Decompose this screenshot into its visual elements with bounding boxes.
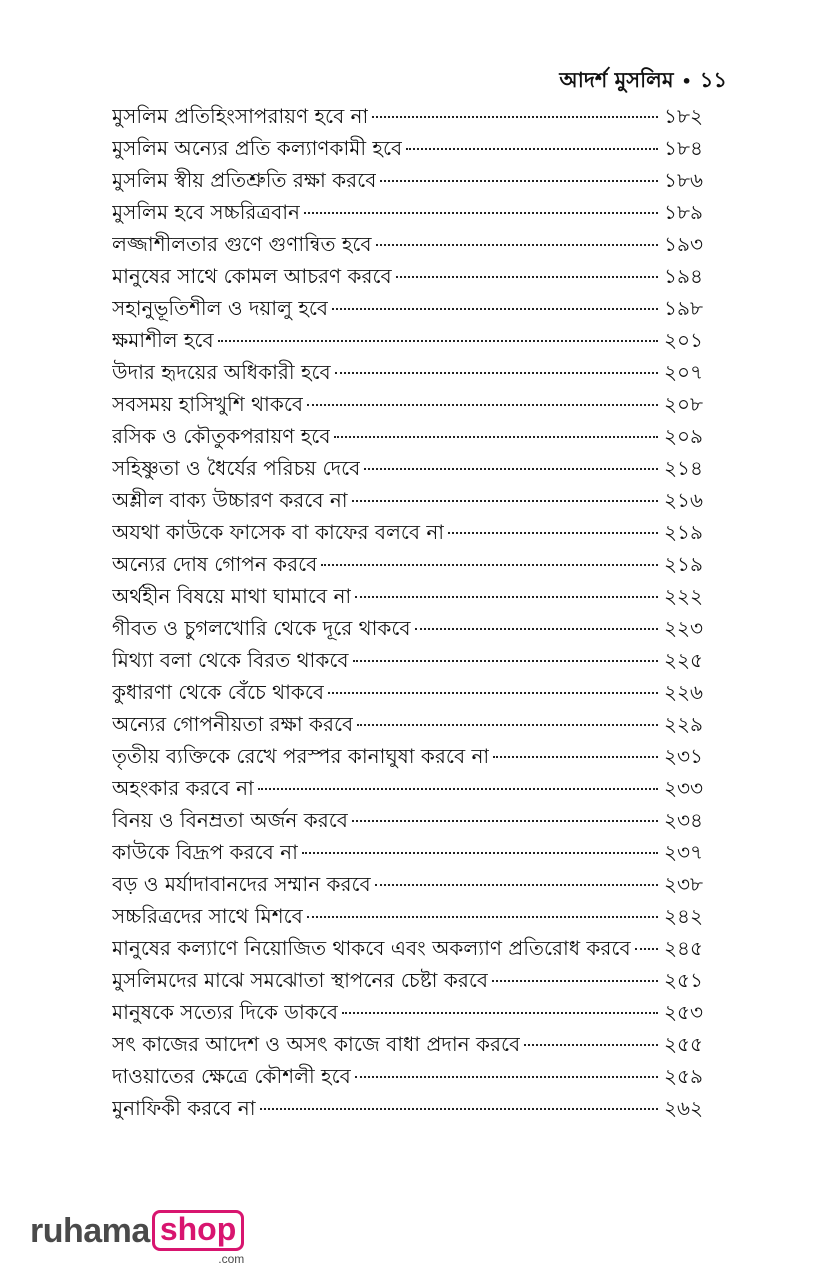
toc-entry-title: সচ্চরিত্রদের সাথে মিশবে bbox=[112, 904, 303, 928]
toc-entry-page: ২১৪ bbox=[664, 456, 703, 480]
dot-leader bbox=[307, 404, 658, 406]
dot-leader bbox=[372, 116, 658, 118]
toc-entry-title: অর্থহীন বিষয়ে মাথা ঘামাবে না bbox=[112, 584, 352, 608]
toc-entry-title: রসিক ও কৌতুকপরায়ণ হবে bbox=[112, 424, 331, 448]
dot-leader bbox=[332, 308, 658, 310]
dot-leader bbox=[524, 1044, 658, 1046]
toc-entry-title: মুসলিম স্বীয় প্রতিশ্রুতি রক্ষা করবে bbox=[112, 168, 377, 192]
toc-entry-page: ২২৬ bbox=[664, 680, 704, 704]
toc-entry-title: মুসলিম হবে সচ্চরিত্রবান bbox=[112, 200, 300, 224]
table-of-contents bbox=[112, 100, 712, 1124]
toc-entry-page: ২০৯ bbox=[664, 424, 703, 448]
toc-entry-title: মুসলিমদের মাঝে সমঝোতা স্থাপনের চেষ্টা করবে bbox=[112, 968, 489, 992]
toc-entry-page: ২৫৯ bbox=[664, 1064, 703, 1088]
logo-text-com: .com bbox=[218, 1252, 245, 1266]
toc-entry bbox=[112, 868, 712, 900]
toc-entry-page: ২৫৩ bbox=[664, 1000, 703, 1024]
dot-leader bbox=[355, 1076, 658, 1078]
toc-entry-page: ২৩১ bbox=[664, 744, 703, 768]
toc-entry-page: ২৩৪ bbox=[664, 808, 703, 832]
toc-entry bbox=[112, 356, 712, 388]
toc-entry bbox=[112, 996, 712, 1028]
dot-leader bbox=[352, 500, 658, 502]
dot-leader bbox=[335, 372, 658, 374]
toc-entry bbox=[112, 612, 712, 644]
book-title: আদর্শ মুসলিম bbox=[559, 68, 674, 92]
toc-entry bbox=[112, 260, 712, 292]
dot-leader bbox=[218, 340, 658, 342]
dot-leader bbox=[635, 948, 658, 950]
dot-leader bbox=[415, 628, 658, 630]
toc-entry-page: ২৪৫ bbox=[664, 936, 703, 960]
dot-leader bbox=[355, 596, 658, 598]
toc-entry bbox=[112, 548, 712, 580]
toc-entry-title: অশ্লীল বাক্য উচ্চারণ করবে না bbox=[112, 488, 348, 512]
toc-entry-title: মুনাফিকী করবে না bbox=[112, 1096, 256, 1120]
toc-entry-title: সহানুভূতিশীল ও দয়ালু হবে bbox=[112, 296, 329, 320]
toc-entry-title: মানুষের কল্যাণে নিয়োজিত থাকবে এবং অকল্যাণ প্রতিরোধ করবে bbox=[112, 936, 631, 960]
toc-entry-title: কুধারণা থেকে বেঁচে থাকবে bbox=[112, 680, 325, 704]
toc-entry-page: ২০৭ bbox=[664, 360, 704, 384]
dot-leader bbox=[342, 1012, 658, 1014]
toc-entry bbox=[112, 804, 712, 836]
bullet-icon: • bbox=[681, 72, 692, 91]
toc-entry-title: মানুষকে সত্যের দিকে ডাকবে bbox=[112, 1000, 338, 1024]
toc-entry-page: ২০১ bbox=[664, 328, 703, 352]
toc-entry-title: সবসময় হাসিখুশি থাকবে bbox=[112, 392, 303, 416]
toc-entry-title: অযথা কাউকে ফাসেক বা কাফের বলবে না bbox=[112, 520, 445, 544]
dot-leader bbox=[260, 1108, 658, 1110]
toc-entry-title: সহিষ্ণুতা ও ধৈর্যের পরিচয় দেবে bbox=[112, 456, 361, 480]
toc-entry-page: ২৩৭ bbox=[664, 840, 704, 864]
toc-entry-title: অন্যের গোপনীয়তা রক্ষা করবে bbox=[112, 712, 354, 736]
toc-entry-title: তৃতীয় ব্যক্তিকে রেখে পরস্পর কানাঘুষা করবে না bbox=[112, 744, 490, 768]
logo-shop-group bbox=[152, 1210, 244, 1265]
toc-entry-page: ১৮২ bbox=[664, 104, 703, 128]
dot-leader bbox=[352, 820, 658, 822]
toc-entry-page: ২৫১ bbox=[664, 968, 703, 992]
running-head bbox=[559, 64, 727, 99]
toc-entry bbox=[112, 484, 712, 516]
toc-entry bbox=[112, 580, 712, 612]
dot-leader bbox=[364, 468, 658, 470]
toc-entry bbox=[112, 708, 712, 740]
dot-leader bbox=[334, 436, 658, 438]
toc-entry-page: ২৪২ bbox=[664, 904, 703, 928]
ruhamashop-logo bbox=[30, 1210, 244, 1265]
toc-entry-page: ১৯৩ bbox=[664, 232, 703, 256]
toc-entry bbox=[112, 196, 712, 228]
toc-entry-title: কাউকে বিদ্রূপ করবে না bbox=[112, 840, 298, 864]
toc-entry bbox=[112, 324, 712, 356]
toc-entry bbox=[112, 132, 712, 164]
toc-entry bbox=[112, 740, 712, 772]
toc-entry-title: দাওয়াতের ক্ষেত্রে কৌশলী হবে bbox=[112, 1064, 351, 1088]
dot-leader bbox=[304, 212, 658, 214]
toc-entry bbox=[112, 1092, 712, 1124]
dot-leader bbox=[493, 756, 658, 758]
toc-entry-title: মুসলিম প্রতিহিংসাপরায়ণ হবে না bbox=[112, 104, 369, 128]
dot-leader bbox=[302, 852, 658, 854]
toc-entry bbox=[112, 932, 712, 964]
toc-entry-title: উদার হৃদয়ের অধিকারী হবে bbox=[112, 360, 331, 384]
dot-leader bbox=[376, 244, 658, 246]
toc-entry bbox=[112, 836, 712, 868]
toc-entry-page: ১৮৯ bbox=[664, 200, 703, 224]
toc-entry-page: ২৬২ bbox=[664, 1096, 704, 1120]
toc-entry-title: মানুষের সাথে কোমল আচরণ করবে bbox=[112, 264, 392, 288]
toc-entry-page: ২৩৮ bbox=[664, 872, 703, 896]
dot-leader bbox=[448, 532, 658, 534]
toc-entry bbox=[112, 452, 712, 484]
toc-entry bbox=[112, 420, 712, 452]
toc-entry-page: ২২৯ bbox=[664, 712, 703, 736]
dot-leader bbox=[321, 564, 658, 566]
toc-entry bbox=[112, 516, 712, 548]
toc-entry bbox=[112, 644, 712, 676]
toc-entry-page: ২০৮ bbox=[664, 392, 703, 416]
toc-entry-title: বড় ও মর্যাদাবানদের সম্মান করবে bbox=[112, 872, 371, 896]
dot-leader bbox=[258, 788, 658, 790]
toc-entry-title: গীবত ও চুগলখোরি থেকে দূরে থাকবে bbox=[112, 616, 411, 640]
dot-leader bbox=[307, 916, 658, 918]
toc-entry bbox=[112, 900, 712, 932]
toc-entry-page: ১৯৪ bbox=[664, 264, 703, 288]
dot-leader bbox=[396, 276, 658, 278]
toc-entry-page: ২৫৫ bbox=[664, 1032, 703, 1056]
dot-leader bbox=[380, 180, 658, 182]
dot-leader bbox=[328, 692, 658, 694]
dot-leader bbox=[353, 660, 658, 662]
toc-entry bbox=[112, 164, 712, 196]
toc-entry bbox=[112, 964, 712, 996]
toc-entry-page: ২২৩ bbox=[664, 616, 704, 640]
toc-entry bbox=[112, 1060, 712, 1092]
toc-entry bbox=[112, 1028, 712, 1060]
toc-entry bbox=[112, 676, 712, 708]
logo-text-shop: shop bbox=[152, 1210, 244, 1251]
toc-entry-page: ২৩৩ bbox=[664, 776, 704, 800]
toc-entry-page: ১৮৬ bbox=[664, 168, 703, 192]
toc-entry bbox=[112, 100, 712, 132]
toc-entry-page: ১৮৪ bbox=[664, 136, 703, 160]
toc-entry-page: ২১৯ bbox=[664, 520, 703, 544]
toc-entry-title: অহংকার করবে না bbox=[112, 776, 254, 800]
toc-entry bbox=[112, 292, 712, 324]
dot-leader bbox=[492, 980, 658, 982]
toc-entry-page: ২২২ bbox=[664, 584, 704, 608]
dot-leader bbox=[357, 724, 658, 726]
toc-entry-title: বিনয় ও বিনম্রতা অর্জন করবে bbox=[112, 808, 348, 832]
toc-entry-page: ১৯৮ bbox=[664, 296, 703, 320]
toc-entry-page: ২১৬ bbox=[664, 488, 703, 512]
toc-entry-title: অন্যের দোষ গোপন করবে bbox=[112, 552, 318, 576]
toc-entry-page: ২১৯ bbox=[664, 552, 703, 576]
toc-entry bbox=[112, 772, 712, 804]
toc-entry-page: ২২৫ bbox=[664, 648, 703, 672]
logo-text-ruhama: ruhama bbox=[30, 1212, 150, 1250]
toc-entry-title: মুসলিম অন্যের প্রতি কল্যাণকামী হবে bbox=[112, 136, 403, 160]
toc-entry bbox=[112, 388, 712, 420]
page-number: ১১ bbox=[699, 68, 727, 92]
toc-entry-title: সৎ কাজের আদেশ ও অসৎ কাজে বাধা প্রদান করবে bbox=[112, 1032, 521, 1056]
dot-leader bbox=[406, 148, 658, 150]
dot-leader bbox=[375, 884, 658, 886]
toc-entry-title: ক্ষমাশীল হবে bbox=[112, 328, 214, 352]
toc-entry bbox=[112, 228, 712, 260]
toc-entry-title: মিথ্যা বলা থেকে বিরত থাকবে bbox=[112, 648, 349, 672]
toc-entry-title: লজ্জাশীলতার গুণে গুণান্বিত হবে bbox=[112, 232, 372, 256]
